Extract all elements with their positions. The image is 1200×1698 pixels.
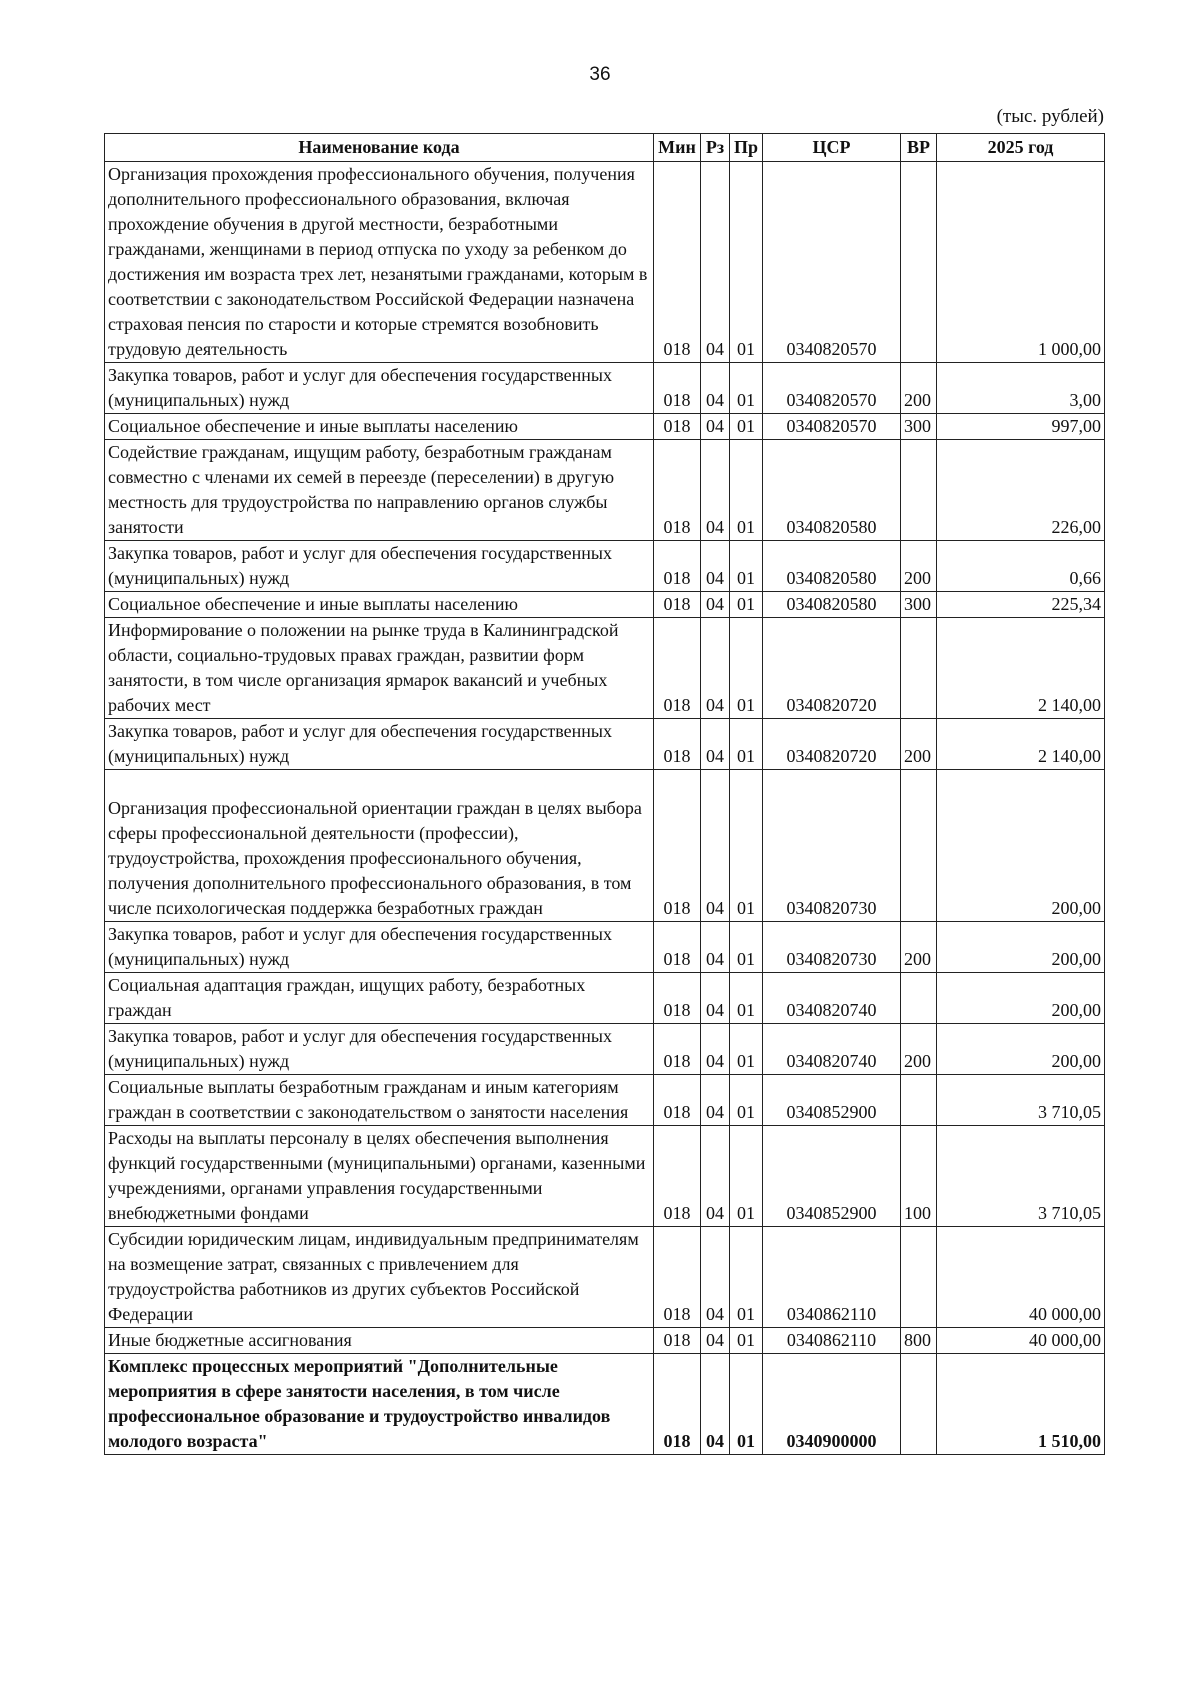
table-row bbox=[105, 922, 1105, 973]
cell-vr: 200 bbox=[901, 719, 937, 770]
cell-csr: 0340820720 bbox=[763, 719, 901, 770]
cell-name: Социальное обеспечение и иные выплаты населению bbox=[105, 592, 654, 618]
cell-name: Социальная адаптация граждан, ищущих работу, безработных граждан bbox=[105, 973, 654, 1024]
cell-rz: 04 bbox=[701, 618, 730, 719]
units-label: (тыс. рублей) bbox=[996, 106, 1104, 127]
cell-rz: 04 bbox=[701, 1126, 730, 1227]
table-row bbox=[105, 541, 1105, 592]
cell-amount: 3,00 bbox=[937, 363, 1105, 414]
cell-min: 018 bbox=[654, 162, 701, 363]
cell-min: 018 bbox=[654, 1227, 701, 1328]
table-row bbox=[105, 1227, 1105, 1328]
cell-rz: 04 bbox=[701, 719, 730, 770]
cell-name: Субсидии юридическим лицам, индивидуальным предпринимателям на возмещение затрат, связанных с привлечением для трудоустройства работников из других субъектов Российской Федерации bbox=[105, 1227, 654, 1328]
cell-csr: 0340820720 bbox=[763, 618, 901, 719]
cell-rz: 04 bbox=[701, 1328, 730, 1354]
cell-name: Закупка товаров, работ и услуг для обеспечения государственных (муниципальных) нужд bbox=[105, 922, 654, 973]
cell-amount: 2 140,00 bbox=[937, 618, 1105, 719]
cell-amount: 997,00 bbox=[937, 414, 1105, 440]
cell-pr: 01 bbox=[730, 1328, 763, 1354]
cell-rz: 04 bbox=[701, 1354, 730, 1455]
header-csr: ЦСР bbox=[763, 134, 901, 162]
cell-name: Закупка товаров, работ и услуг для обеспечения государственных (муниципальных) нужд bbox=[105, 1024, 654, 1075]
table-row bbox=[105, 1354, 1105, 1455]
cell-rz: 04 bbox=[701, 440, 730, 541]
cell-pr: 01 bbox=[730, 770, 763, 922]
cell-min: 018 bbox=[654, 541, 701, 592]
cell-amount: 40 000,00 bbox=[937, 1328, 1105, 1354]
table-row bbox=[105, 973, 1105, 1024]
table-row bbox=[105, 770, 1105, 922]
cell-vr bbox=[901, 1075, 937, 1126]
cell-vr: 100 bbox=[901, 1126, 937, 1227]
header-pr: Пр bbox=[730, 134, 763, 162]
table-row bbox=[105, 363, 1105, 414]
cell-pr: 01 bbox=[730, 973, 763, 1024]
cell-amount: 200,00 bbox=[937, 770, 1105, 922]
header-rz: Рз bbox=[701, 134, 730, 162]
cell-amount: 1 000,00 bbox=[937, 162, 1105, 363]
cell-rz: 04 bbox=[701, 363, 730, 414]
cell-rz: 04 bbox=[701, 592, 730, 618]
cell-rz: 04 bbox=[701, 1024, 730, 1075]
cell-amount: 3 710,05 bbox=[937, 1075, 1105, 1126]
cell-min: 018 bbox=[654, 1126, 701, 1227]
cell-min: 018 bbox=[654, 363, 701, 414]
cell-pr: 01 bbox=[730, 719, 763, 770]
cell-min: 018 bbox=[654, 770, 701, 922]
cell-min: 018 bbox=[654, 414, 701, 440]
page-number: 36 bbox=[589, 64, 611, 85]
table-row bbox=[105, 1328, 1105, 1354]
cell-csr: 0340900000 bbox=[763, 1354, 901, 1455]
cell-amount: 200,00 bbox=[937, 1024, 1105, 1075]
budget-table bbox=[104, 133, 1105, 1455]
header-name: Наименование кода bbox=[105, 134, 654, 162]
cell-amount: 3 710,05 bbox=[937, 1126, 1105, 1227]
table-row bbox=[105, 440, 1105, 541]
header-vr: ВР bbox=[901, 134, 937, 162]
cell-pr: 01 bbox=[730, 1354, 763, 1455]
cell-name: Расходы на выплаты персоналу в целях обеспечения выполнения функций государственными (муниципальными) органами, казенными учреждениями, органами управления государственными внебюджетными фондами bbox=[105, 1126, 654, 1227]
cell-csr: 0340852900 bbox=[763, 1126, 901, 1227]
cell-name: Иные бюджетные ассигнования bbox=[105, 1328, 654, 1354]
cell-csr: 0340820570 bbox=[763, 162, 901, 363]
cell-rz: 04 bbox=[701, 922, 730, 973]
cell-min: 018 bbox=[654, 618, 701, 719]
cell-pr: 01 bbox=[730, 1227, 763, 1328]
cell-vr bbox=[901, 440, 937, 541]
table-row bbox=[105, 1024, 1105, 1075]
cell-amount: 200,00 bbox=[937, 922, 1105, 973]
cell-pr: 01 bbox=[730, 922, 763, 973]
cell-vr bbox=[901, 1354, 937, 1455]
cell-vr: 200 bbox=[901, 1024, 937, 1075]
cell-pr: 01 bbox=[730, 592, 763, 618]
table-row bbox=[105, 414, 1105, 440]
cell-csr: 0340862110 bbox=[763, 1328, 901, 1354]
table-row bbox=[105, 592, 1105, 618]
cell-pr: 01 bbox=[730, 1126, 763, 1227]
cell-vr bbox=[901, 162, 937, 363]
table-row bbox=[105, 1126, 1105, 1227]
cell-csr: 0340820730 bbox=[763, 770, 901, 922]
cell-csr: 0340820740 bbox=[763, 973, 901, 1024]
cell-vr: 200 bbox=[901, 363, 937, 414]
cell-amount: 0,66 bbox=[937, 541, 1105, 592]
cell-csr: 0340862110 bbox=[763, 1227, 901, 1328]
table-row bbox=[105, 1075, 1105, 1126]
cell-min: 018 bbox=[654, 1354, 701, 1455]
cell-pr: 01 bbox=[730, 363, 763, 414]
cell-name: Закупка товаров, работ и услуг для обеспечения государственных (муниципальных) нужд bbox=[105, 541, 654, 592]
cell-pr: 01 bbox=[730, 162, 763, 363]
cell-csr: 0340820580 bbox=[763, 592, 901, 618]
cell-amount: 225,34 bbox=[937, 592, 1105, 618]
cell-min: 018 bbox=[654, 1024, 701, 1075]
cell-min: 018 bbox=[654, 440, 701, 541]
cell-amount: 2 140,00 bbox=[937, 719, 1105, 770]
cell-vr bbox=[901, 770, 937, 922]
cell-name: Закупка товаров, работ и услуг для обеспечения государственных (муниципальных) нужд bbox=[105, 363, 654, 414]
cell-name: Организация профессиональной ориентации граждан в целях выбора сферы профессиональной деятельности (профессии), трудоустройства, прохождения профессионального обучения, получения дополнительного профессионального образования, в том числе психологическая поддержка безработных граждан bbox=[105, 770, 654, 922]
cell-vr: 300 bbox=[901, 414, 937, 440]
cell-vr bbox=[901, 1227, 937, 1328]
cell-rz: 04 bbox=[701, 1075, 730, 1126]
header-year: 2025 год bbox=[937, 134, 1105, 162]
cell-vr bbox=[901, 618, 937, 719]
cell-amount: 1 510,00 bbox=[937, 1354, 1105, 1455]
cell-rz: 04 bbox=[701, 162, 730, 363]
cell-min: 018 bbox=[654, 922, 701, 973]
cell-pr: 01 bbox=[730, 1024, 763, 1075]
cell-name: Комплекс процессных мероприятий "Дополнительные мероприятия в сфере занятости населения, в том числе профессиональное образование и трудоустройство инвалидов молодого возраста" bbox=[105, 1354, 654, 1455]
cell-min: 018 bbox=[654, 1075, 701, 1126]
cell-vr: 300 bbox=[901, 592, 937, 618]
cell-name: Содействие гражданам, ищущим работу, безработным гражданам совместно с членами их семей в переезде (переселении) в другую местность для трудоустройства по направлению органов службы занятости bbox=[105, 440, 654, 541]
table-row bbox=[105, 618, 1105, 719]
cell-vr bbox=[901, 973, 937, 1024]
table-row bbox=[105, 162, 1105, 363]
cell-vr: 200 bbox=[901, 541, 937, 592]
table-row bbox=[105, 719, 1105, 770]
cell-amount: 40 000,00 bbox=[937, 1227, 1105, 1328]
cell-csr: 0340820580 bbox=[763, 440, 901, 541]
cell-rz: 04 bbox=[701, 541, 730, 592]
cell-pr: 01 bbox=[730, 1075, 763, 1126]
cell-csr: 0340820570 bbox=[763, 363, 901, 414]
cell-csr: 0340820570 bbox=[763, 414, 901, 440]
cell-pr: 01 bbox=[730, 440, 763, 541]
cell-rz: 04 bbox=[701, 1227, 730, 1328]
cell-name: Организация прохождения профессионального обучения, получения дополнительного профессионального образования, включая прохождение обучения в другой местности, безработными гражданами, женщинами в период отпуска по уходу за ребенком до достижения им возраста трех лет, незанятыми гражданами, которым в соответствии с законодательством Российской Федерации назначена страховая пенсия по старости и которые стремятся возобновить трудовую деятельность bbox=[105, 162, 654, 363]
cell-rz: 04 bbox=[701, 414, 730, 440]
cell-min: 018 bbox=[654, 592, 701, 618]
cell-rz: 04 bbox=[701, 770, 730, 922]
cell-vr: 800 bbox=[901, 1328, 937, 1354]
cell-pr: 01 bbox=[730, 618, 763, 719]
cell-pr: 01 bbox=[730, 541, 763, 592]
header-min: Мин bbox=[654, 134, 701, 162]
cell-pr: 01 bbox=[730, 414, 763, 440]
cell-min: 018 bbox=[654, 1328, 701, 1354]
cell-name: Социальные выплаты безработным гражданам и иным категориям граждан в соответствии с законодательством о занятости населения bbox=[105, 1075, 654, 1126]
cell-csr: 0340820580 bbox=[763, 541, 901, 592]
cell-csr: 0340820740 bbox=[763, 1024, 901, 1075]
cell-name: Социальное обеспечение и иные выплаты населению bbox=[105, 414, 654, 440]
cell-amount: 226,00 bbox=[937, 440, 1105, 541]
cell-csr: 0340820730 bbox=[763, 922, 901, 973]
cell-rz: 04 bbox=[701, 973, 730, 1024]
cell-min: 018 bbox=[654, 973, 701, 1024]
cell-min: 018 bbox=[654, 719, 701, 770]
cell-name: Информирование о положении на рынке труда в Калининградской области, социально-трудовых правах граждан, развитии форм занятости, в том числе организация ярмарок вакансий и учебных рабочих мест bbox=[105, 618, 654, 719]
cell-vr: 200 bbox=[901, 922, 937, 973]
table-header-row bbox=[105, 134, 1105, 162]
cell-name: Закупка товаров, работ и услуг для обеспечения государственных (муниципальных) нужд bbox=[105, 719, 654, 770]
cell-csr: 0340852900 bbox=[763, 1075, 901, 1126]
cell-amount: 200,00 bbox=[937, 973, 1105, 1024]
